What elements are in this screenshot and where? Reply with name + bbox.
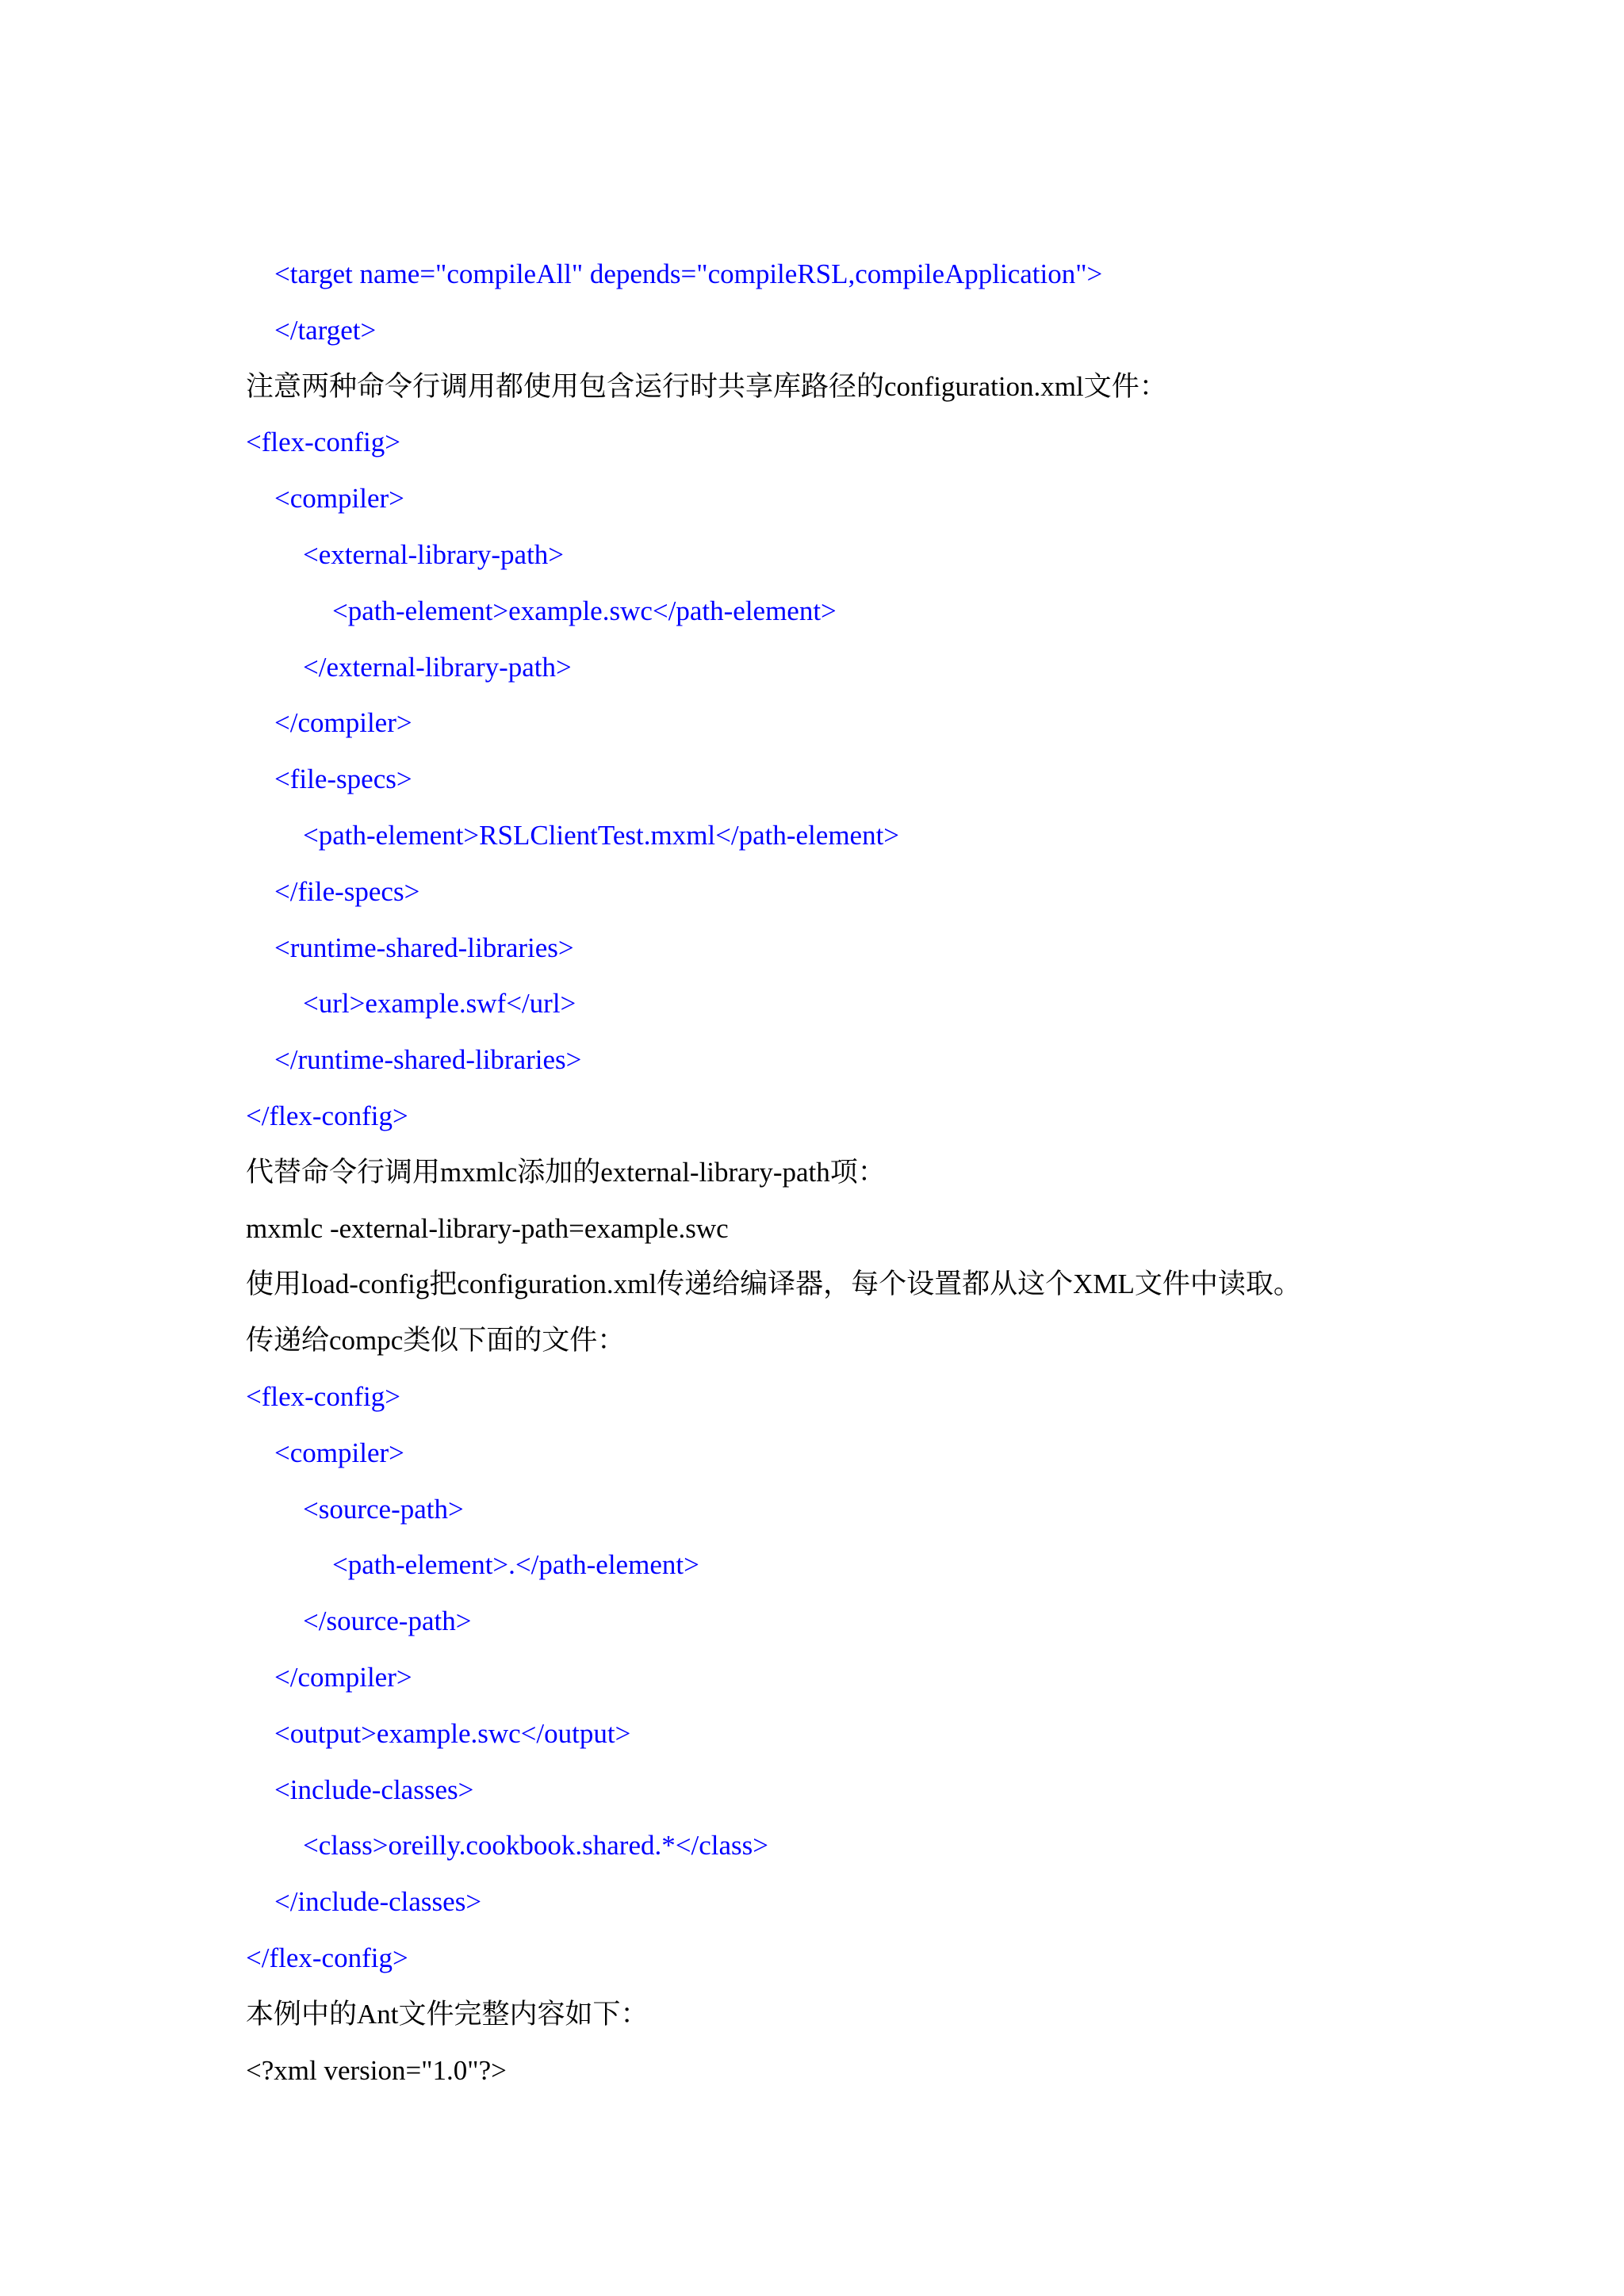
paragraph-ant-full-note: 本例中的Ant文件完整内容如下：: [246, 1998, 649, 2030]
code-line-compiler-close: </compiler>: [274, 707, 412, 739]
code-line-source-path-close: </source-path>: [303, 1605, 472, 1637]
code-line-path-element: <path-element>RSLClientTest.mxml</path-element>: [303, 819, 900, 851]
code-line-compiler-close: </compiler>: [274, 1661, 412, 1693]
code-line-compiler-open: <compiler>: [274, 1437, 404, 1468]
code-line-output: <output>example.swc</output>: [274, 1717, 631, 1749]
code-line-target-open: <target name="compileAll" depends="compileRSL,compileApplication">: [274, 258, 1103, 289]
code-line-flex-config-open: <flex-config>: [246, 1380, 400, 1412]
paragraph-replace-note: 代替命令行调用mxmlc添加的external-library-path项：: [246, 1156, 886, 1188]
code-line-external-library-path-open: <external-library-path>: [303, 538, 565, 570]
code-line-path-element: <path-element>.</path-element>: [332, 1549, 699, 1581]
code-line-file-specs-open: <file-specs>: [274, 763, 412, 795]
document-body: [246, 247, 1546, 2099]
paragraph-compc-note: 传递给compc类似下面的文件：: [246, 1325, 626, 1357]
code-line-target-close: </target>: [274, 314, 377, 346]
paragraph-mxmlc-command: mxmlc -external-library-path=example.swc: [246, 1212, 729, 1244]
code-line-flex-config-open: <flex-config>: [246, 427, 400, 458]
code-line-include-classes-close: </include-classes>: [274, 1886, 482, 1918]
paragraph-load-config-note: 使用load-config把configuration.xml传递给编译器，每个设置都从这个XML文件中读取。: [246, 1269, 1301, 1300]
code-line-flex-config-close: </flex-config>: [246, 1942, 408, 1973]
code-line-source-path-open: <source-path>: [303, 1493, 464, 1525]
paragraph-xml-declaration: <?xml version="1.0"?>: [246, 2054, 507, 2086]
code-line-flex-config-close: </flex-config>: [246, 1100, 408, 1131]
code-line-external-library-path-close: </external-library-path>: [303, 651, 572, 683]
code-line-file-specs-close: </file-specs>: [274, 875, 420, 907]
code-line-compiler-open: <compiler>: [274, 483, 404, 515]
code-line-path-element: <path-element>example.swc</path-element>: [332, 595, 837, 626]
code-line-runtime-shared-libraries-close: </runtime-shared-libraries>: [274, 1044, 582, 1076]
code-line-runtime-shared-libraries-open: <runtime-shared-libraries>: [274, 932, 574, 963]
code-line-class: <class>oreilly.cookbook.shared.*</class>: [303, 1830, 768, 1862]
paragraph-configuration-note: 注意两种命令行调用都使用包含运行时共享库路径的configuration.xml文件：: [246, 370, 1167, 402]
code-line-url: <url>example.swf</url>: [303, 988, 576, 1020]
code-line-include-classes-open: <include-classes>: [274, 1774, 474, 1805]
